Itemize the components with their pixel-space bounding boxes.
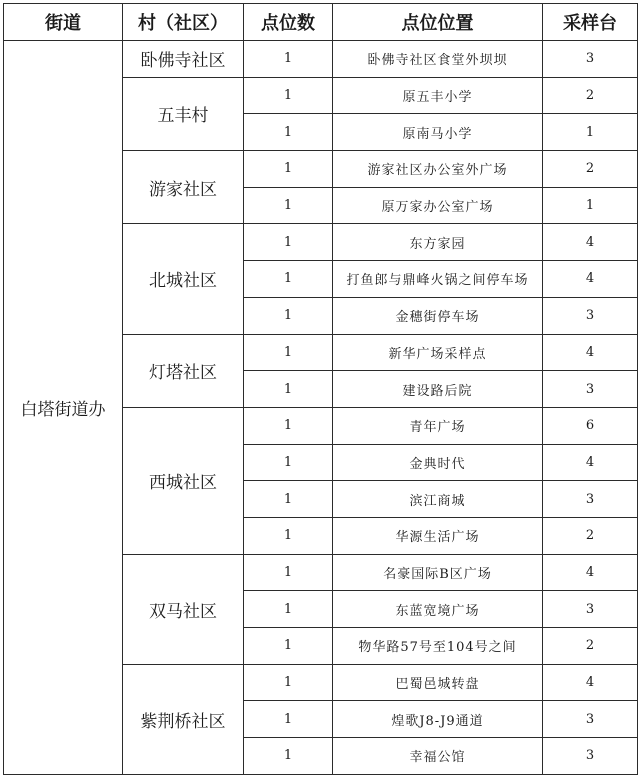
- count-cell: 1: [244, 591, 333, 628]
- location-cell: 打鱼郎与鼎峰火锅之间停车场: [333, 261, 543, 298]
- stations-cell: 2: [543, 517, 638, 554]
- location-cell: 游家社区办公室外广场: [333, 151, 543, 188]
- count-cell: 1: [244, 738, 333, 775]
- count-cell: 1: [244, 114, 333, 151]
- location-cell: 金典时代: [333, 444, 543, 481]
- stations-cell: 4: [543, 664, 638, 701]
- location-cell: 原万家办公室广场: [333, 187, 543, 224]
- stations-cell: 3: [543, 591, 638, 628]
- stations-cell: 4: [543, 444, 638, 481]
- stations-cell: 3: [543, 371, 638, 408]
- count-cell: 1: [244, 297, 333, 334]
- location-cell: 华源生活广场: [333, 517, 543, 554]
- count-cell: 1: [244, 407, 333, 444]
- stations-cell: 3: [543, 701, 638, 738]
- stations-cell: 4: [543, 261, 638, 298]
- count-cell: 1: [244, 41, 333, 78]
- header-street: 街道: [4, 4, 123, 41]
- stations-cell: 3: [543, 297, 638, 334]
- stations-cell: 3: [543, 738, 638, 775]
- location-cell: 青年广场: [333, 407, 543, 444]
- table-row: [4, 41, 638, 78]
- header-location: 点位位置: [333, 4, 543, 41]
- location-cell: 原南马小学: [333, 114, 543, 151]
- location-cell: 建设路后院: [333, 371, 543, 408]
- street-cell: 白塔街道办: [4, 41, 123, 775]
- stations-cell: 3: [543, 481, 638, 518]
- stations-cell: 1: [543, 114, 638, 151]
- stations-cell: 6: [543, 407, 638, 444]
- location-cell: 滨江商城: [333, 481, 543, 518]
- village-cell: 西城社区: [123, 407, 244, 554]
- count-cell: 1: [244, 187, 333, 224]
- count-cell: 1: [244, 444, 333, 481]
- location-cell: 原五丰小学: [333, 77, 543, 114]
- stations-cell: 2: [543, 77, 638, 114]
- header-row: [4, 4, 638, 41]
- count-cell: 1: [244, 517, 333, 554]
- table-body: [4, 41, 638, 775]
- header-count: 点位数: [244, 4, 333, 41]
- stations-cell: 3: [543, 41, 638, 78]
- location-cell: 名豪国际B区广场: [333, 554, 543, 591]
- count-cell: 1: [244, 261, 333, 298]
- count-cell: 1: [244, 224, 333, 261]
- header-village: 村（社区）: [123, 4, 244, 41]
- location-cell: 幸福公馆: [333, 738, 543, 775]
- location-cell: 新华广场采样点: [333, 334, 543, 371]
- count-cell: 1: [244, 334, 333, 371]
- stations-cell: 4: [543, 224, 638, 261]
- header-stations: 采样台: [543, 4, 638, 41]
- location-cell: 煌歌J8-J9通道: [333, 701, 543, 738]
- stations-cell: 1: [543, 187, 638, 224]
- count-cell: 1: [244, 701, 333, 738]
- count-cell: 1: [244, 151, 333, 188]
- village-cell: 灯塔社区: [123, 334, 244, 407]
- count-cell: 1: [244, 628, 333, 665]
- village-cell: 游家社区: [123, 151, 244, 224]
- location-cell: 金穗街停车场: [333, 297, 543, 334]
- count-cell: 1: [244, 664, 333, 701]
- location-cell: 巴蜀邑城转盘: [333, 664, 543, 701]
- stations-cell: 2: [543, 151, 638, 188]
- sampling-sites-table: [3, 3, 638, 775]
- location-cell: 卧佛寺社区食堂外坝坝: [333, 41, 543, 78]
- stations-cell: 2: [543, 628, 638, 665]
- count-cell: 1: [244, 481, 333, 518]
- village-cell: 卧佛寺社区: [123, 41, 244, 78]
- count-cell: 1: [244, 77, 333, 114]
- stations-cell: 4: [543, 554, 638, 591]
- village-cell: 紫荆桥社区: [123, 664, 244, 774]
- village-cell: 双马社区: [123, 554, 244, 664]
- village-cell: 五丰村: [123, 77, 244, 150]
- count-cell: 1: [244, 371, 333, 408]
- stations-cell: 4: [543, 334, 638, 371]
- location-cell: 物华路57号至104号之间: [333, 628, 543, 665]
- village-cell: 北城社区: [123, 224, 244, 334]
- location-cell: 东蓝宽境广场: [333, 591, 543, 628]
- count-cell: 1: [244, 554, 333, 591]
- location-cell: 东方家园: [333, 224, 543, 261]
